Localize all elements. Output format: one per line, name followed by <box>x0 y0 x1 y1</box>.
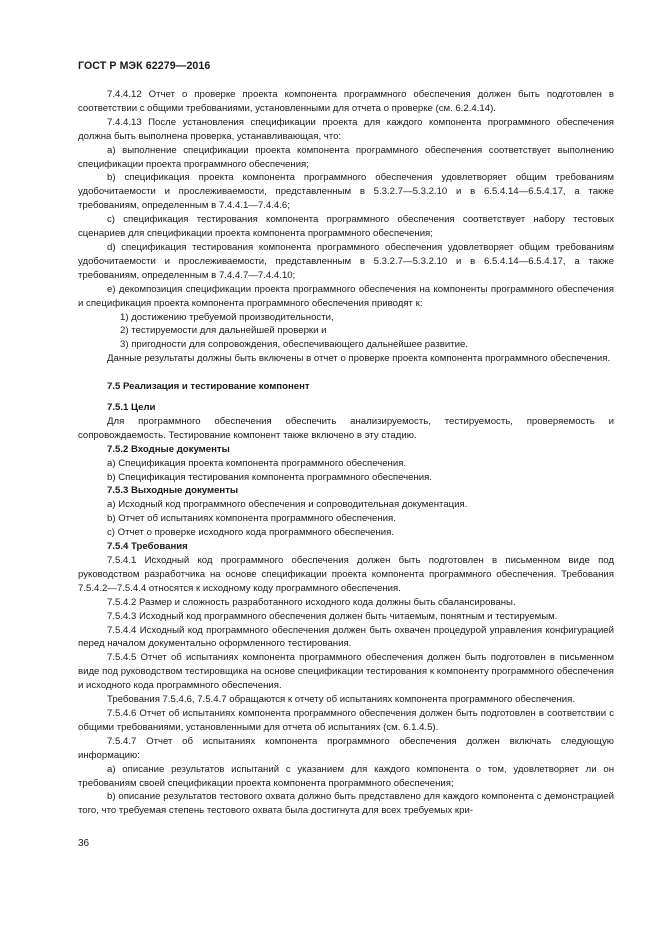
report-item-b: b) описание результатов тестового охвата должно быть представлено для каждого компонента с демонстрацией того, что требуемая степень тестового охвата была достигнута для всех требуемых кри- <box>78 791 614 817</box>
paragraph-requirements-ref: Требования 7.5.4.6, 7.5.4.7 обращаются к отчету об испытаниях компонента программного обеспечения. <box>107 694 575 706</box>
paragraph-7-5-4-2: 7.5.4.2 Размер и сложность разработанного исходного кода должны быть сбалансированы. <box>107 596 516 608</box>
list-item-c: c) спецификация тестирования компонента программного обеспечения соответствует набору тестовых сценариев для спецификации проекта компонента программного обеспечения; <box>78 214 614 240</box>
subsection-heading-7-5-3: 7.5.3 Выходные документы <box>107 485 239 497</box>
paragraph-7-5-4-3: 7.5.4.3 Исходный код программного обеспечения должен быть читаемым, понятным и тестируемым. <box>107 610 558 622</box>
subsection-heading-7-5-1: 7.5.1 Цели <box>107 402 156 414</box>
sub-item-2: 2) тестируемости для дальнейшей проверки и <box>120 325 327 337</box>
paragraph-7-5-4-4: 7.5.4.4 Исходный код программного обеспечения должен быть охвачен процедурой управления конфигурацией перед началом документально оформленного тестирования. <box>78 624 614 650</box>
page-number: 36 <box>78 838 90 849</box>
list-item-b: b) спецификация проекта компонента программного обеспечения удовлетворяет общим требованиям удобочитаемости и прослеживаемости, представленным в 5.3.2.7—5.3.2.10 и в 6.5.4.14—6.5.4.17, а также требованиям, определенным в 7.4.4.1—7.4.4.6; <box>78 172 614 212</box>
paragraph-7-4-4-13: 7.4.4.13 После установления спецификации проекта для каждого компонента программного обеспечения должна быть выполнена проверка, устанавливающая, что: <box>78 116 614 142</box>
sub-item-1: 1) достижению требуемой производительности, <box>120 311 334 323</box>
output-doc-c: c) Отчет о проверке исходного кода программного обеспечения. <box>107 527 395 539</box>
subsection-heading-7-5-4: 7.5.4 Требования <box>107 541 188 553</box>
section-heading-7-5: 7.5 Реализация и тестирование компонент <box>107 381 310 393</box>
input-doc-a: a) Спецификация проекта компонента программного обеспечения. <box>107 457 407 469</box>
paragraph-7-4-4-12: 7.4.4.12 Отчет о проверке проекта компонента программного обеспечения должен быть подготовлен в соответствии с общими требованиями, установленными для отчета о проверке (см. 6.2.4.14). <box>78 89 614 114</box>
document-header: ГОСТ Р МЭК 62279—2016 <box>78 60 211 72</box>
list-item-d: d) спецификация тестирования компонента программного обеспечения удовлетворяет общим требованиям удобочитаемости и прослеживаемости, представленным в 5.3.2.7—5.3.2.10 и в 6.5.4.14—6.5.4.17, а также требованиям, определенным в 7.4.4.7—7.4.4.10; <box>78 241 614 281</box>
paragraph-goals: Для программного обеспечения обеспечить анализируемость, тестируемость, проверяемость и сопровождаемость. Тестирование компонент также включено в эту стадию. <box>78 415 614 441</box>
paragraph-results: Данные результаты должны быть включены в отчет о проверке проекта компонента программного обеспечения. <box>107 353 611 365</box>
subsection-heading-7-5-2: 7.5.2 Входные документы <box>107 443 230 455</box>
report-item-a: a) описание результатов испытаний с указанием для каждого компонента о том, удовлетворяет ли он требованиям своей спецификации проекта компонента программного обеспечения; <box>78 763 614 789</box>
input-doc-b: b) Спецификация тестирования компонента программного обеспечения. <box>107 471 432 483</box>
output-doc-b: b) Отчет об испытаниях компонента программного обеспечения. <box>107 513 396 525</box>
list-item-e: e) декомпозиция спецификации проекта программного обеспечения на компоненты программного обеспечения и спецификация проекта компонента программного обеспечения приводят к: <box>78 283 614 309</box>
page-body <box>78 88 614 818</box>
paragraph-7-5-4-6: 7.5.4.6 Отчет об испытаниях компонента программного обеспечения должен быть подготовлен в соответствии с общими требованиями, установленными для отчета об испытаниях (см. 6.1.4.5). <box>78 707 614 733</box>
sub-item-3: 3) пригодности для сопровождения, обеспечивающего дальнейшее развитие. <box>120 339 468 351</box>
paragraph-7-5-4-7: 7.5.4.7 Отчет об испытаниях компонента программного обеспечения должен включать следующую информацию: <box>78 735 614 761</box>
paragraph-7-5-4-1: 7.5.4.1 Исходный код программного обеспечения должен быть подготовлен в письменном виде под руководством разработчика на основе спецификации проекта компонента программного обеспечения. Требования 7.5.4.2—7.5.4.4 относятся к исходному коду программного обеспечения. <box>78 555 614 594</box>
list-item-a: a) выполнение спецификации проекта компонента программного обеспечения соответствует выполнению спецификации проекта программного обеспечения; <box>78 144 614 170</box>
output-doc-a: a) Исходный код программного обеспечения и сопроводительная документация. <box>107 499 468 511</box>
paragraph-7-5-4-5: 7.5.4.5 Отчет об испытаниях компонента программного обеспечения должен быть подготовлен в письменном виде под руководством тестировщика на основе спецификации тестирования к компоненту программного обеспечения и исходного кода программного обеспечения. <box>78 652 614 692</box>
